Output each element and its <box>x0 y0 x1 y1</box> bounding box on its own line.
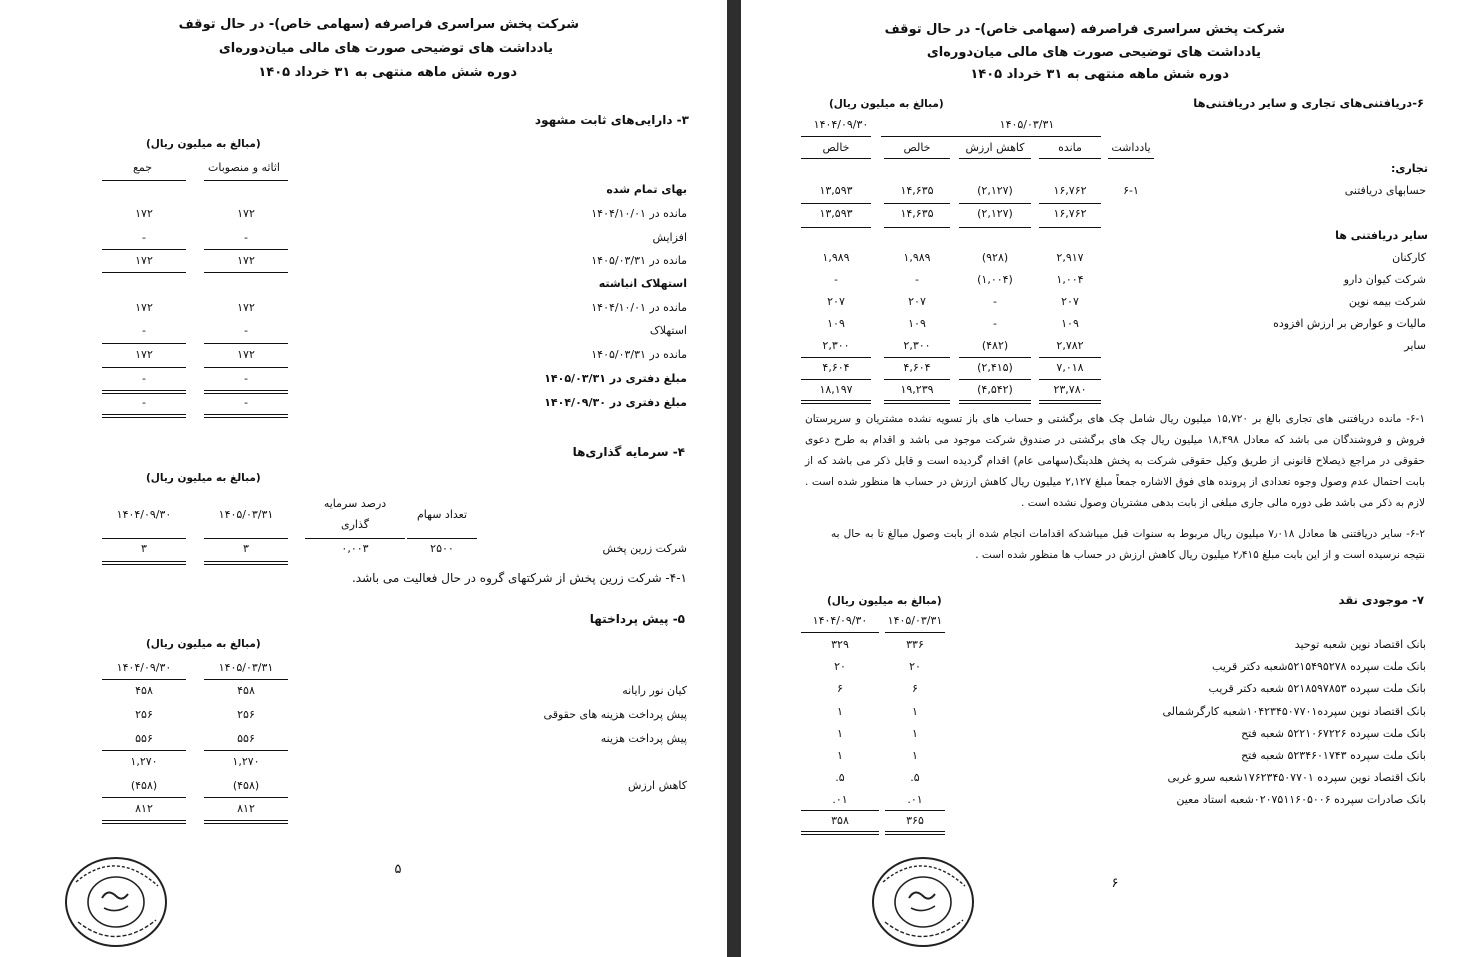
row-label: حسابهای دریافتنی <box>1344 184 1426 197</box>
col-header-date: ۱۴۰۴/۰۹/۳۰ <box>813 118 869 131</box>
row-label: مبلغ دفتری در ۱۴۰۵/۰۳/۳۱ <box>544 372 687 385</box>
subtotal-rule <box>204 367 288 368</box>
unit-label: (مبالغ به میلیون ریال) <box>146 138 261 150</box>
cell-value: ۳ <box>141 542 147 555</box>
row-label: افزایش <box>652 231 687 244</box>
row-label: استهلاک انباشته <box>598 277 687 290</box>
col-header-shares: تعداد سهام <box>416 508 468 521</box>
cell-value: (۴۸۲) <box>981 339 1009 352</box>
section-6-heading: ۶-دریافتنی‌های تجاری و سایر دریافتنی‌ها <box>1193 96 1424 110</box>
left-page <box>0 0 727 957</box>
header-rule <box>1039 158 1101 159</box>
header-rule <box>881 136 1101 137</box>
total-double-rule <box>102 561 186 565</box>
header-rule <box>1108 158 1154 159</box>
row-label: کاهش ارزش <box>627 779 687 792</box>
subtotal-rule <box>102 249 186 250</box>
notes-title: یادداشت های توضیحی صورت های مالی میان‌دوره‌ای <box>926 45 1261 60</box>
cell-value: ۱,۹۸۹ <box>903 251 931 264</box>
subtotal-rule <box>204 249 288 250</box>
row-label: شرکت بیمه نوین <box>1348 295 1426 308</box>
col-header-net: خالص <box>903 141 931 154</box>
cell-value: ۱۸,۱۹۷ <box>819 383 853 396</box>
col-header-date: ۱۴۰۵/۰۳/۳۱ <box>999 118 1055 131</box>
row-label: بانک ملت سپرده ۵۲۲۱۰۶۷۲۲۶ شعبه فتح <box>1241 727 1426 740</box>
cell-value: ۱۷۲ <box>237 348 255 361</box>
unit-label: (مبالغ به میلیون ریال) <box>146 472 261 484</box>
section-3-heading: ۳- دارایی‌های ثابت مشهود <box>534 113 689 127</box>
header-rule <box>801 136 871 137</box>
subtotal-rule <box>102 797 186 798</box>
cell-value: .۰۱ <box>907 793 923 806</box>
cell-value: ۱۷۲ <box>135 254 153 267</box>
trade-heading: تجاری: <box>1390 162 1428 175</box>
cell-value: .۵ <box>910 771 920 784</box>
col-header-pct: گذاری <box>341 518 369 531</box>
cell-value: (۴,۵۴۲) <box>977 383 1013 396</box>
col-header-note: یادداشت <box>1111 141 1151 154</box>
cell-value: ۲۵۶ <box>135 708 153 721</box>
cell-value: ۳ <box>243 542 249 555</box>
row-label: بانک اقتصاد نوین سپرده ۱۷۶۲۳۴۵۰۷۷۰۱شعبه سرو غربی <box>1167 771 1426 784</box>
subtotal-rule <box>204 797 288 798</box>
section-5-heading: ۵- پیش پرداختها <box>589 612 685 626</box>
row-label: کیان نور رایانه <box>622 684 687 697</box>
auditor-seal-stamp <box>62 852 170 948</box>
subtotal-rule <box>959 379 1031 380</box>
cell-value: ۱ <box>912 727 918 740</box>
col-header-balance: مانده <box>1058 141 1082 154</box>
other-receivables-heading: سایر دریافتنی ها <box>1335 229 1428 242</box>
cell-value: - <box>244 324 248 337</box>
total-double-rule <box>204 820 288 824</box>
total-double-rule <box>884 400 950 404</box>
header-rule <box>204 538 288 539</box>
header-rule <box>102 180 186 181</box>
company-title: شرکت پخش سراسری فراصرفه (سهامی خاص)- در حال توقف <box>884 22 1285 37</box>
page-number: ۵ <box>394 862 402 877</box>
cell-value: ۱۴,۶۳۵ <box>900 184 934 197</box>
cell-value: (۲,۴۱۵) <box>977 361 1013 374</box>
row-label: مانده در ۱۴۰۵/۰۳/۳۱ <box>591 348 687 361</box>
cell-value: ۱ <box>837 749 843 762</box>
cell-value: ۲,۹۱۷ <box>1056 251 1084 264</box>
subtotal-rule <box>204 272 288 273</box>
row-label: بانک اقتصاد نوین شعبه توحید <box>1294 638 1426 651</box>
period-title: دوره شش ماهه منتهی به ۳۱ خرداد ۱۴۰۵ <box>970 67 1229 82</box>
header-rule <box>204 679 288 680</box>
cell-value: ۱۶,۷۶۲ <box>1053 184 1087 197</box>
row-label: پیش پرداخت هزینه های حقوقی <box>543 708 687 721</box>
cell-value: ۱۹,۲۳۹ <box>900 383 934 396</box>
cell-value: ۶ <box>912 682 918 695</box>
col-header-date: ۱۴۰۵/۰۳/۳۱ <box>887 614 943 627</box>
row-label: استهلاک <box>649 324 687 337</box>
cell-value: ۴,۶۰۴ <box>903 361 931 374</box>
cell-value: .۰۱ <box>832 793 848 806</box>
right-page <box>741 0 1471 957</box>
cell-value: ۰,۰۰۳ <box>341 542 369 555</box>
cell-value: .۵ <box>835 771 845 784</box>
subtotal-rule <box>102 750 186 751</box>
page-number: ۶ <box>1111 876 1119 891</box>
section-7-heading: ۷- موجودی نقد <box>1338 593 1424 607</box>
cell-value: ۱۳,۵۹۳ <box>819 207 853 220</box>
cell-value: ۳۶۵ <box>906 814 924 827</box>
col-header-date: ۱۴۰۵/۰۳/۳۱ <box>218 661 274 674</box>
cell-value: ۱۳,۵۹۳ <box>819 184 853 197</box>
header-rule <box>204 180 288 181</box>
row-label: بانک ملت سپرده ۵۲۱۵۴۹۵۲۷۸شعبه دکتر قریب <box>1212 660 1426 673</box>
header-rule <box>884 158 950 159</box>
row-label: بانک ملت سپرده ۵۲۳۴۶۰۱۷۴۳ شعبه فتح <box>1241 749 1426 762</box>
cell-value: ۱ <box>837 727 843 740</box>
header-rule <box>102 679 186 680</box>
total-double-rule <box>204 561 288 565</box>
cell-value: (۴۵۸) <box>232 779 260 792</box>
section-4-heading: ۴- سرمایه گذاری‌ها <box>572 445 685 459</box>
col-header-furniture: اثاثه و منصوبات <box>208 161 280 174</box>
total-double-rule <box>204 414 288 418</box>
cell-value: ۱,۰۰۴ <box>1056 273 1084 286</box>
header-rule <box>407 538 477 539</box>
cell-value: ۴,۶۰۴ <box>822 361 850 374</box>
cell-value: ۴۵۸ <box>237 684 255 697</box>
cell-value: ۱۷۲ <box>237 254 255 267</box>
cell-value: ۱۷۲ <box>135 301 153 314</box>
cell-value: ۳۲۹ <box>831 638 849 651</box>
col-header-date: ۱۴۰۴/۰۹/۳۰ <box>116 661 172 674</box>
cell-value: ۱۷۲ <box>237 207 255 220</box>
col-header-date: ۱۴۰۴/۰۹/۳۰ <box>812 614 868 627</box>
total-double-rule <box>1039 400 1101 404</box>
subtotal-rule <box>884 203 950 204</box>
unit-label: (مبالغ به میلیون ریال) <box>827 595 942 607</box>
subtotal-rule <box>959 357 1031 358</box>
cell-value: ۱ <box>837 705 843 718</box>
subtotal-rule <box>102 343 186 344</box>
total-double-rule <box>102 414 186 418</box>
note-4-1: ۴-۱- شرکت زرین پخش از شرکتهای گروه در حال فعالیت می باشد. <box>351 571 687 585</box>
cell-value: ۱ <box>912 705 918 718</box>
row-label: مانده در ۱۴۰۴/۱۰/۰۱ <box>591 301 687 314</box>
cell-value: ۱۰۹ <box>908 317 926 330</box>
header-rule <box>885 632 945 633</box>
subtotal-rule <box>1039 357 1101 358</box>
col-header-impairment: کاهش ارزش <box>965 141 1025 154</box>
cell-value: - <box>834 273 838 286</box>
company-title: شرکت پخش سراسری فراصرفه (سهامی خاص)- در حال توقف <box>178 17 579 32</box>
cell-value: (۲,۱۲۷) <box>977 207 1013 220</box>
row-label: پیش پرداخت هزینه <box>600 732 687 745</box>
subtotal-rule <box>801 379 871 380</box>
subtotal-rule <box>801 357 871 358</box>
subtotal-rule <box>801 203 871 204</box>
header-rule <box>102 538 186 539</box>
subtotal-rule <box>1039 379 1101 380</box>
total-double-rule <box>204 390 288 394</box>
subtotal-rule <box>801 810 879 811</box>
row-label: مانده در ۱۴۰۴/۱۰/۰۱ <box>591 207 687 220</box>
cell-value: ۱,۲۷۰ <box>130 755 158 768</box>
row-label: مبلغ دفتری در ۱۴۰۴/۰۹/۳۰ <box>544 396 687 409</box>
cell-value: ۲,۳۰۰ <box>822 339 850 352</box>
note-6-1: ۶-۱- مانده دریافتنی های تجاری بالغ بر ۱۵,۷۲۰ میلیون ریال شامل چک های برگشتی و حساب های باز تسویه نشده مشتریان و سرپرستان فروش و فروشندگان می باشد که معادل ۱۸,۴۹۸ میلیون ریال چک های برگشتی در صندوق شرکت موجود می باشد و اقدام به طرح دعوی حقوقی در مراجع ذیصلاح قانونی از طریق وکیل حقوقی شرکت به پخش هلدینگ(سهامی عام) اقدام گردیده است و قابل ذکر می باشد که از بابت احتمال عدم وصول وجوه تعدادی از پرونده های فوق الاشاره جمعاً مبلغ ۲,۱۲۷ میلیون ریال کاهش ارزش در حساب ها منظور شده است . لازم به ذکر می باشد طی دوره مالی جاری مبلغی از بابت بدهی مشتریان وصول نشده است . <box>805 413 1425 509</box>
header-rule <box>801 158 871 159</box>
cell-value: ۸۱۲ <box>237 802 255 815</box>
total-double-rule <box>102 390 186 394</box>
cell-value: ۱,۲۷۰ <box>232 755 260 768</box>
subtotal-rule <box>1039 203 1101 204</box>
cell-value: ۱۰۹ <box>827 317 845 330</box>
header-rule <box>305 538 405 539</box>
cell-value: ۲,۷۸۲ <box>1056 339 1084 352</box>
row-label: شرکت کیوان دارو <box>1343 273 1426 286</box>
total-double-rule <box>801 400 871 404</box>
note-6-2: ۶-۲- سایر دریافتنی ها معادل ۷٫۰۱۸ میلیون ریال مربوط به سنوات قبل میباشدکه اقدامات انجام شده از بابت وصول مبالغ تا به حال به نتیجه نرسیده است و از این بابت مبلغ ۲٫۴۱۵ میلیون ریال کاهش ارزش در حساب ها منظور شده است . <box>831 528 1425 561</box>
cell-value: - <box>244 396 248 409</box>
cell-value: (۹۲۸) <box>981 251 1009 264</box>
col-header-date: ۱۴۰۵/۰۳/۳۱ <box>218 508 274 521</box>
row-label: سایر <box>1404 339 1426 352</box>
cell-value: ۲۰۷ <box>1061 295 1079 308</box>
total-double-rule <box>959 400 1031 404</box>
row-label: بهای تمام شده <box>606 183 687 196</box>
subtotal-rule <box>959 203 1031 204</box>
cell-value: ۲۵۶ <box>237 708 255 721</box>
note-ref: ۶-۱ <box>1123 184 1139 197</box>
cell-value: ۵۵۶ <box>135 732 153 745</box>
subtotal-rule <box>204 343 288 344</box>
cell-value: ۲۰۷ <box>908 295 926 308</box>
cell-value: ۳۳۶ <box>906 638 924 651</box>
cell-value: ۲,۳۰۰ <box>903 339 931 352</box>
subtotal-rule <box>1039 227 1101 228</box>
row-label: بانک صادرات سپرده ۰۲۰۷۵۱۱۶۰۵۰۰۶شعبه استاد معین <box>1176 793 1426 806</box>
cell-value: ۳۵۸ <box>831 814 849 827</box>
cell-value: ۶ <box>837 682 843 695</box>
cell-value: ۱۴,۶۳۵ <box>900 207 934 220</box>
cell-value: ۱۷۲ <box>135 207 153 220</box>
total-double-rule <box>801 831 879 835</box>
cell-value: ۲۵۰۰ <box>430 542 454 555</box>
row-label: کارکنان <box>1392 251 1426 264</box>
col-header-total: جمع <box>133 161 153 174</box>
subtotal-rule <box>204 750 288 751</box>
period-title: دوره شش ماهه منتهی به ۳۱ خرداد ۱۴۰۵ <box>258 65 517 80</box>
col-header-date: ۱۴۰۴/۰۹/۳۰ <box>116 508 172 521</box>
notes-title: یادداشت های توضیحی صورت های مالی میان‌دوره‌ای <box>218 41 553 56</box>
unit-label: (مبالغ به میلیون ریال) <box>829 98 944 110</box>
total-double-rule <box>885 831 945 835</box>
col-header-pct: درصد سرمایه <box>323 497 387 510</box>
subtotal-rule <box>102 367 186 368</box>
cell-value: ۲۳,۷۸۰ <box>1053 383 1087 396</box>
cell-value: ۱۰۹ <box>1061 317 1079 330</box>
cell-value: ۱۷۲ <box>135 348 153 361</box>
subtotal-rule <box>884 379 950 380</box>
cell-value: ۱۷۲ <box>237 301 255 314</box>
cell-value: ۱,۹۸۹ <box>822 251 850 264</box>
cell-value: (۲,۱۲۷) <box>977 184 1013 197</box>
auditor-seal-stamp <box>869 852 977 948</box>
cell-value: - <box>142 396 146 409</box>
subtotal-rule <box>959 227 1031 228</box>
cell-value: (۱,۰۰۴) <box>977 273 1013 286</box>
cell-value: (۴۵۸) <box>130 779 158 792</box>
subtotal-rule <box>801 227 871 228</box>
cell-value: ۲۰ <box>909 660 921 673</box>
cell-value: ۲۰۷ <box>827 295 845 308</box>
cell-value: - <box>142 372 146 385</box>
cell-value: ۷,۰۱۸ <box>1056 361 1084 374</box>
cell-value: ۸۱۲ <box>135 802 153 815</box>
unit-label: (مبالغ به میلیون ریال) <box>146 638 261 650</box>
row-label: مانده در ۱۴۰۵/۰۳/۳۱ <box>591 254 687 267</box>
cell-value: - <box>244 231 248 244</box>
col-header-net: خالص <box>822 141 850 154</box>
subtotal-rule <box>884 357 950 358</box>
header-rule <box>959 158 1031 159</box>
cell-value: - <box>993 295 997 308</box>
row-label: شرکت زرین پخش <box>602 542 687 555</box>
cell-value: ۱ <box>912 749 918 762</box>
total-double-rule <box>102 820 186 824</box>
subtotal-rule <box>884 227 950 228</box>
cell-value: ۵۵۶ <box>237 732 255 745</box>
subtotal-rule <box>885 810 945 811</box>
cell-value: - <box>915 273 919 286</box>
cell-value: ۴۵۸ <box>135 684 153 697</box>
row-label: بانک ملت سپرده ۵۲۱۸۵۹۷۸۵۳ شعبه دکتر قریب <box>1208 682 1426 695</box>
row-label: بانک اقتصاد نوین سپرده۱۰۴۲۳۴۵۰۷۷۰۱شعبه کارگرشمالی <box>1162 705 1426 718</box>
cell-value: - <box>142 231 146 244</box>
row-label: مالیات و عوارض بر ارزش افزوده <box>1273 317 1426 330</box>
page-gutter <box>727 0 741 957</box>
subtotal-rule <box>102 272 186 273</box>
header-rule <box>801 632 879 633</box>
cell-value: ۲۰ <box>834 660 846 673</box>
cell-value: - <box>142 324 146 337</box>
cell-value: - <box>244 372 248 385</box>
cell-value: - <box>993 317 997 330</box>
cell-value: ۱۶,۷۶۲ <box>1053 207 1087 220</box>
